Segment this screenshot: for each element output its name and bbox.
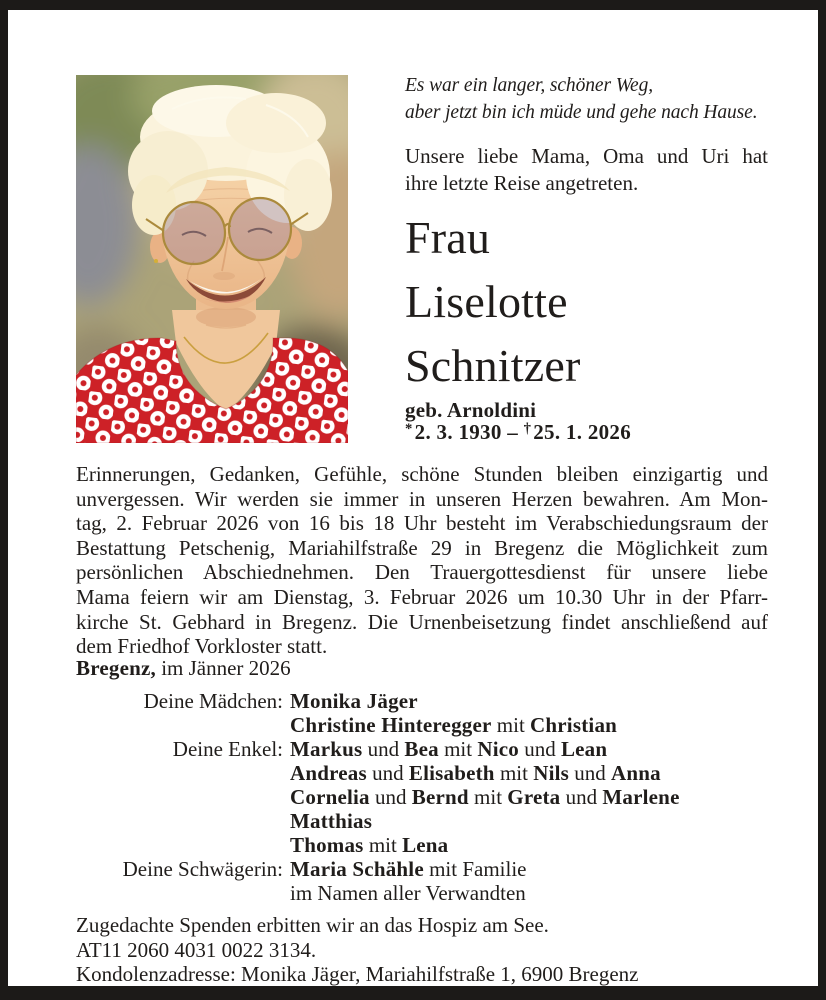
family-connector: mit Familie <box>423 857 527 881</box>
family-label: Deine Mädchen: <box>143 689 283 713</box>
family-member-name: Matthias <box>290 809 373 833</box>
family-names <box>290 785 776 809</box>
family-row <box>76 713 776 737</box>
intro-line: Unsere liebe Mama, Oma und Uri hat <box>405 144 768 168</box>
family-names <box>290 881 776 905</box>
notice-line: unvergessen. Wir werden sie immer in unseren Herzen bewahren. Am Mon- <box>76 486 768 511</box>
family-member-name: Cornelia <box>290 785 370 809</box>
death-date: 25. 1. 2026 <box>533 420 632 444</box>
family-names <box>290 689 776 713</box>
family-names <box>290 713 776 737</box>
family-label <box>76 713 290 737</box>
family-member-name: Nico <box>477 737 519 761</box>
deceased-first-name: Liselotte <box>405 276 568 327</box>
deceased-name <box>405 206 777 398</box>
family-member-name: Thomas <box>290 833 364 857</box>
maiden-name: geb. Arnoldini <box>405 398 537 422</box>
family-member-name: Christian <box>530 713 618 737</box>
family-connector: und <box>366 761 409 785</box>
life-dates <box>405 420 631 445</box>
date-separator: – <box>507 420 524 444</box>
notice-text <box>76 462 768 659</box>
notice-line: kirche St. Gebhard in Bregenz. Die Urnenbeisetzung findet anschließend auf <box>76 609 768 634</box>
intro-line: ihre letzte Reise angetreten. <box>405 171 639 195</box>
family-member-name: Greta <box>507 785 561 809</box>
family-connector: und <box>560 785 603 809</box>
notice-line: dem Friedhof Vorkloster statt. <box>76 634 328 659</box>
family-row <box>76 857 776 881</box>
salutation: Frau <box>405 212 491 263</box>
family-member-name: Anna <box>611 761 661 785</box>
notice-line: tag, 2. Februar 2026 von 16 bis 18 Uhr besteht im Verabschiedungsraum der <box>76 511 768 536</box>
family-member-name: Nils <box>533 761 570 785</box>
notice-line: persönlichen Abschiednehmen. Den Trauergottesdienst für unsere liebe <box>76 560 768 585</box>
family-member-name: Bea <box>404 737 439 761</box>
family-member-name: Monika Jäger <box>290 689 418 713</box>
family-connector: und <box>569 761 612 785</box>
family-row <box>76 761 776 785</box>
dateline-place: Bregenz, <box>76 656 156 680</box>
footer-block <box>76 913 776 987</box>
family-row <box>76 809 776 833</box>
family-member-name: Markus <box>290 737 363 761</box>
family-row <box>76 881 776 905</box>
death-symbol: † <box>523 421 532 437</box>
birth-date: 2. 3. 1930 <box>414 420 502 444</box>
opening-quote <box>405 72 777 126</box>
family-member-name: Lena <box>402 833 449 857</box>
family-member-name: Maria Schähle <box>290 857 424 881</box>
family-label: Deine Enkel: <box>172 737 283 761</box>
family-member-name: Bernd <box>411 785 469 809</box>
family-member-name: Marlene <box>602 785 680 809</box>
family-member-name: Andreas <box>290 761 367 785</box>
family-connector: mit <box>363 833 403 857</box>
dateline-rest: im Jänner 2026 <box>155 656 291 680</box>
family-row <box>76 737 776 761</box>
family-connector: mit <box>491 713 531 737</box>
condolence-address: Kondolenzadresse: Monika Jäger, Mariahilfstraße 1, 6900 Bregenz <box>76 962 639 986</box>
family-label <box>76 761 290 785</box>
family-label <box>76 785 290 809</box>
quote-line: aber jetzt bin ich müde und gehe nach Hause. <box>405 102 758 123</box>
family-names <box>290 809 776 833</box>
deceased-last-name: Schnitzer <box>405 340 581 391</box>
intro-text <box>405 143 768 197</box>
family-member-name: Lean <box>560 737 608 761</box>
donation-note: Zugedachte Spenden erbitten wir an das Hospiz am See. <box>76 913 549 937</box>
family-connector: und <box>362 737 405 761</box>
family-names <box>290 833 776 857</box>
family-names <box>290 857 776 881</box>
family-label <box>76 833 290 857</box>
family-connector: mit <box>468 785 508 809</box>
family-member-name: Elisabeth <box>408 761 495 785</box>
family-connector: und <box>369 785 412 809</box>
family-label <box>76 809 290 833</box>
family-member-name: Christine Hinteregger <box>290 713 492 737</box>
notice-line: Erinnerungen, Gedanken, Gefühle, schöne Stunden bleiben einzigartig und <box>76 462 768 486</box>
notice-line: Mama feiern wir am Dienstag, 3. Februar 2026 um 10.30 Uhr in der Pfarr- <box>76 584 768 609</box>
family-label <box>76 881 290 905</box>
quote-line: Es war ein langer, schöner Weg, <box>405 75 654 96</box>
family-names <box>290 761 776 785</box>
birth-symbol: * <box>405 421 413 437</box>
portrait-illustration <box>76 75 348 443</box>
family-list <box>76 689 776 905</box>
family-row <box>76 833 776 857</box>
dateline <box>76 656 291 681</box>
family-connector: mit <box>438 737 478 761</box>
notice-line: Bestattung Petschenig, Mariahilfstraße 29 in Bregenz die Möglichkeit zum <box>76 535 768 560</box>
family-label: Deine Schwägerin: <box>122 857 283 881</box>
family-connector: im Namen aller Verwandten <box>290 881 526 905</box>
family-names <box>290 737 776 761</box>
iban-line: AT11 2060 4031 0022 3134. <box>76 937 317 962</box>
family-row <box>76 689 776 713</box>
family-connector: mit <box>494 761 534 785</box>
portrait-photo <box>76 75 348 443</box>
family-row <box>76 785 776 809</box>
family-connector: und <box>518 737 561 761</box>
